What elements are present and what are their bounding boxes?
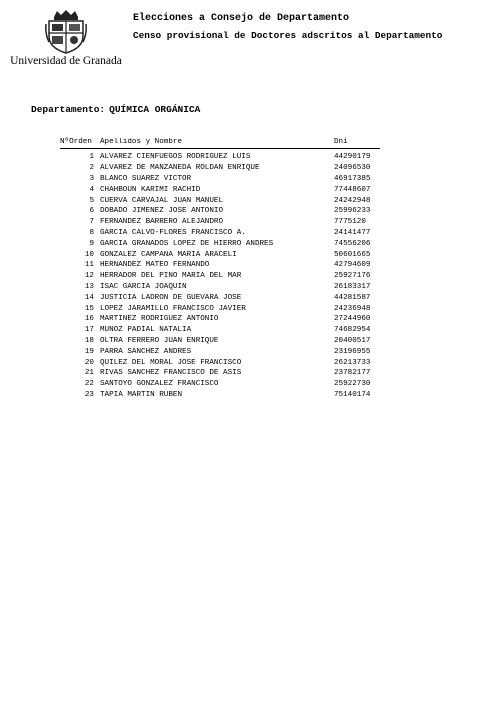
table-row (60, 379, 380, 390)
row-full-name: HERRADOR DEL PINO MARÍA DEL MAR (100, 272, 242, 281)
table-row (60, 249, 380, 260)
table-row (60, 271, 380, 282)
row-full-name: FERNÁNDEZ BARRERO ALEJANDRO (100, 218, 224, 227)
table-row (60, 238, 380, 249)
table-row (60, 174, 380, 185)
row-dni: 7775120 (334, 218, 366, 227)
table-row (60, 206, 380, 217)
row-order-number: 2 (89, 164, 94, 173)
coat-of-arms-icon (45, 10, 87, 54)
row-dni: 20400517 (334, 336, 371, 345)
row-full-name: OLTRA FERRERO JUAN ENRIQUE (100, 336, 219, 345)
table-row (60, 390, 380, 401)
row-order-number: 17 (84, 326, 94, 335)
table-row (60, 228, 380, 239)
row-dni: 27244960 (334, 315, 371, 324)
row-order-number: 10 (84, 250, 94, 259)
row-order-number: 11 (84, 261, 94, 270)
table-row (60, 314, 380, 325)
row-order-number: 9 (89, 239, 94, 248)
row-full-name: CHAHBOUN KARIMI RACHID (100, 185, 201, 194)
row-dni: 25927176 (334, 272, 371, 281)
department-label: Departamento: (31, 104, 106, 115)
table-row (60, 368, 380, 379)
row-full-name: LÓPEZ JARAMILLO FRANCISCO JAVIER (100, 304, 246, 313)
census-table (60, 138, 380, 400)
row-order-number: 18 (84, 336, 94, 345)
table-row (60, 346, 380, 357)
row-dni: 44281587 (334, 293, 371, 302)
column-header-dni: Dni (334, 138, 348, 146)
row-order-number: 14 (84, 293, 94, 302)
row-dni: 46917385 (334, 174, 371, 183)
table-body (60, 152, 380, 400)
row-dni: 50601665 (334, 250, 371, 259)
document-title: Elecciones a Consejo de Departamento (133, 13, 350, 24)
department-line (31, 104, 200, 115)
document-subtitle: Censo provisional de Doctores adscritos al Departamento (133, 30, 443, 41)
row-full-name: SANTOYO GONZÁLEZ FRANCISCO (100, 380, 219, 389)
row-order-number: 13 (84, 282, 94, 291)
university-logo-text: Universidad de Granada (10, 55, 122, 67)
row-dni: 26213733 (334, 358, 371, 367)
row-dni: 24242948 (334, 196, 371, 205)
table-row (60, 260, 380, 271)
row-order-number: 5 (89, 196, 94, 205)
column-header-order: NºOrden (60, 138, 92, 146)
university-logo (8, 10, 124, 70)
row-order-number: 21 (84, 369, 94, 378)
table-row (60, 303, 380, 314)
row-order-number: 19 (84, 347, 94, 356)
row-dni: 74556206 (334, 239, 371, 248)
table-row (60, 325, 380, 336)
row-dni: 44290179 (334, 153, 371, 162)
row-full-name: HERNÁNDEZ MATEO FERNANDO (100, 261, 210, 270)
table-row (60, 195, 380, 206)
department-name: QUÍMICA ORGÁNICA (109, 104, 201, 115)
row-dni: 42794609 (334, 261, 371, 270)
row-full-name: ÁLVAREZ DE MANZANEDA ROLDÁN ENRIQUE (100, 164, 260, 173)
table-row (60, 217, 380, 228)
row-dni: 25996233 (334, 207, 371, 216)
row-order-number: 4 (89, 185, 94, 194)
column-header-name: Apellidos y Nombre (100, 138, 183, 146)
row-full-name: GONZÁLEZ CAMPAÑA MARÍA ARACELI (100, 250, 237, 259)
row-full-name: MUÑOZ PADIAL NATALIA (100, 326, 192, 335)
row-full-name: RIVAS SÁNCHEZ FRANCISCO DE ASÍS (100, 369, 242, 378)
row-dni: 26183317 (334, 282, 371, 291)
row-order-number: 1 (89, 153, 94, 162)
row-full-name: BLANCO SUÁREZ VÍCTOR (100, 174, 192, 183)
table-row (60, 163, 380, 174)
row-full-name: PARRA SÁNCHEZ ANDRÉS (100, 347, 192, 356)
row-order-number: 16 (84, 315, 94, 324)
row-order-number: 6 (89, 207, 94, 216)
table-row (60, 357, 380, 368)
row-order-number: 20 (84, 358, 94, 367)
row-dni: 74682954 (334, 326, 371, 335)
row-dni: 24236948 (334, 304, 371, 313)
row-order-number: 3 (89, 174, 94, 183)
row-full-name: TAPIA MARTÍN RUBÉN (100, 390, 183, 399)
table-header (60, 138, 380, 149)
row-dni: 24141477 (334, 228, 371, 237)
row-dni: 23196955 (334, 347, 371, 356)
table-row (60, 282, 380, 293)
row-full-name: JUSTICIA LADRÓN DE GUEVARA JOSÉ (100, 293, 242, 302)
row-order-number: 23 (84, 390, 94, 399)
row-full-name: QUÍLEZ DEL MORAL JOSÉ FRANCISCO (100, 358, 242, 367)
row-dni: 24096530 (334, 164, 371, 173)
row-full-name: ÁLVAREZ CIENFUEGOS RODRÍGUEZ LUIS (100, 153, 251, 162)
row-order-number: 22 (84, 380, 94, 389)
table-row (60, 292, 380, 303)
row-dni: 23782177 (334, 369, 371, 378)
row-full-name: GARCÍA CALVO-FLORES FRANCISCO A. (100, 228, 246, 237)
row-dni: 25922730 (334, 380, 371, 389)
row-order-number: 15 (84, 304, 94, 313)
table-row (60, 336, 380, 347)
table-row (60, 152, 380, 163)
table-row (60, 184, 380, 195)
row-order-number: 8 (89, 228, 94, 237)
row-dni: 75140174 (334, 390, 371, 399)
row-order-number: 7 (89, 218, 94, 227)
row-full-name: MARTÍNEZ RODRÍGUEZ ANTONIO (100, 315, 219, 324)
row-dni: 77448607 (334, 185, 371, 194)
row-full-name: ISAC GARCÍA JOAQUÍN (100, 282, 187, 291)
row-full-name: DOBADO JIMÉNEZ JOSÉ ANTONIO (100, 207, 224, 216)
row-order-number: 12 (84, 272, 94, 281)
row-full-name: GARCÍA GRANADOS LÓPEZ DE HIERRO ANDRÉS (100, 239, 274, 248)
row-full-name: CUERVA CARVAJAL JUAN MANUEL (100, 196, 224, 205)
